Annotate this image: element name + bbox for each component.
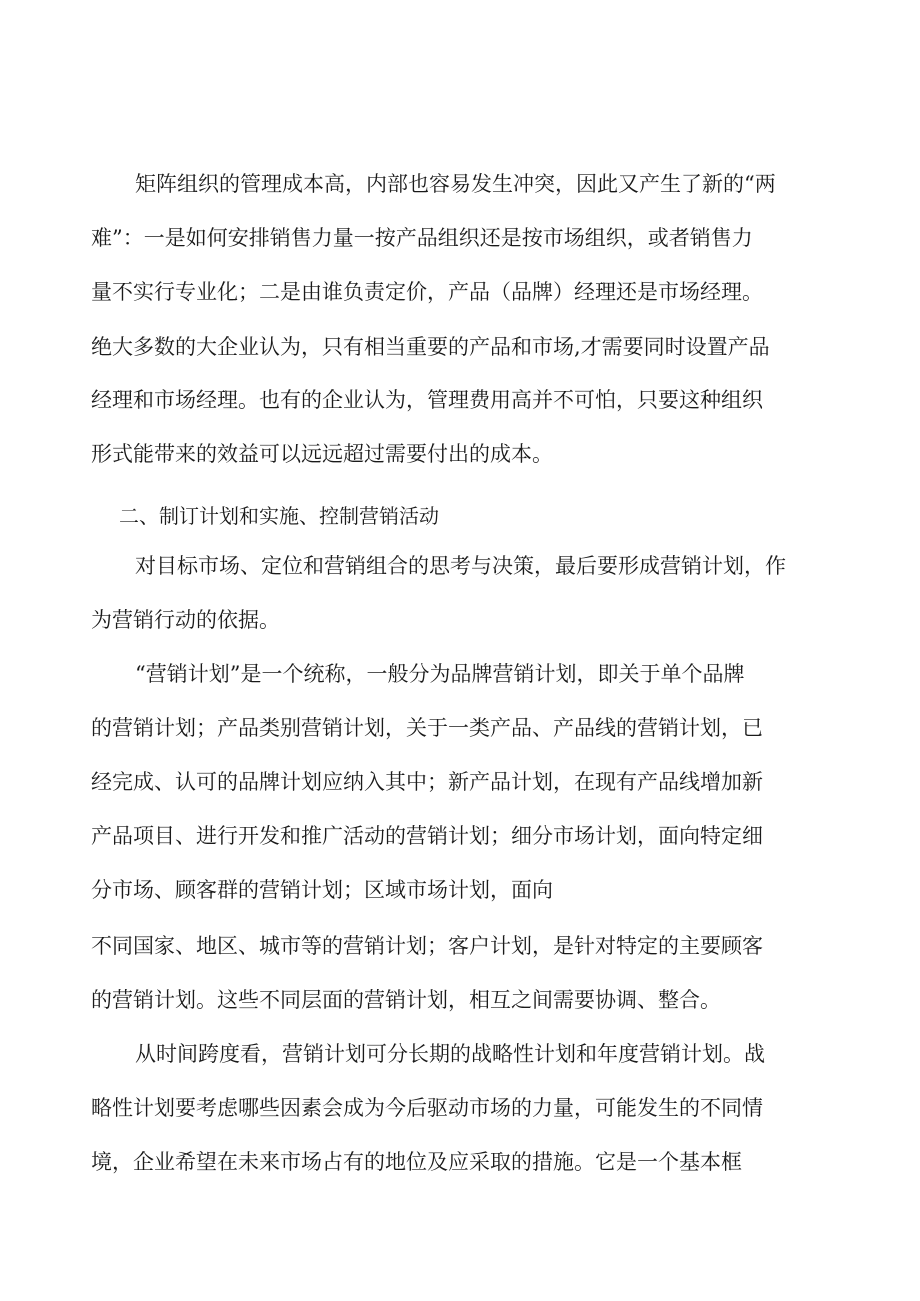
paragraph-4-line-3: 境，企业希望在未来市场占有的地位及应采取的措施。它是一个基本框 <box>91 1150 742 1174</box>
paragraph-3-line-2: 的营销计划；产品类别营销计划，关于一类产品、产品线的营销计划，已 <box>91 716 763 740</box>
paragraph-1-line-1: 矩阵组织的管理成本高，内部也容易发生冲突，因此又产生了新的“两 <box>135 172 776 196</box>
paragraph-1-line-6: 形式能带来的效益可以远远超过需要付出的成本。 <box>91 442 553 466</box>
paragraph-1-line-4: 绝大多数的大企业认为，只有相当重要的产品和市场,才需要同时设置产品 <box>91 335 770 359</box>
paragraph-3-line-3: 经完成、认可的品牌计划应纳入其中；新产品计划，在现有产品线增加新 <box>91 770 763 794</box>
paragraph-4-line-1: 从时间跨度看，营销计划可分长期的战略性计划和年度营销计划。战 <box>135 1042 765 1066</box>
paragraph-2-line-2: 为营销行动的依据。 <box>91 608 280 632</box>
paragraph-3-line-4: 产品项目、进行开发和推广活动的营销计划；细分市场计划，面向特定细 <box>91 824 763 848</box>
paragraph-1-line-3: 量不实行专业化；二是由谁负责定价，产品（品牌）经理还是市场经理。 <box>91 280 763 304</box>
paragraph-3-line-7: 的营销计划。这些不同层面的营销计划，相互之间需要协调、整合。 <box>91 988 721 1012</box>
paragraph-2-line-1: 对目标市场、定位和营销组合的思考与决策，最后要形成营销计划，作 <box>135 554 786 578</box>
section-heading: 二、制订计划和实施、控制营销活动 <box>119 504 439 528</box>
paragraph-1-line-5: 经理和市场经理。也有的企业认为，管理费用高并不可怕，只要这种组织 <box>91 388 763 412</box>
paragraph-1-line-2: 难”：一是如何安排销售力量一按产品组织还是按市场组织，或者销售力 <box>91 226 753 250</box>
paragraph-4-line-2: 略性计划要考虑哪些因素会成为今后驱动市场的力量，可能发生的不同情 <box>91 1096 763 1120</box>
paragraph-3-line-6: 不同国家、地区、城市等的营销计划；客户计划，是针对特定的主要顾客 <box>91 934 763 958</box>
paragraph-3-line-1: “营销计划”是一个统称，一般分为品牌营销计划，即关于单个品牌 <box>135 662 745 686</box>
paragraph-3-line-5: 分市场、顾客群的营销计划；区域市场计划，面向 <box>91 878 553 902</box>
